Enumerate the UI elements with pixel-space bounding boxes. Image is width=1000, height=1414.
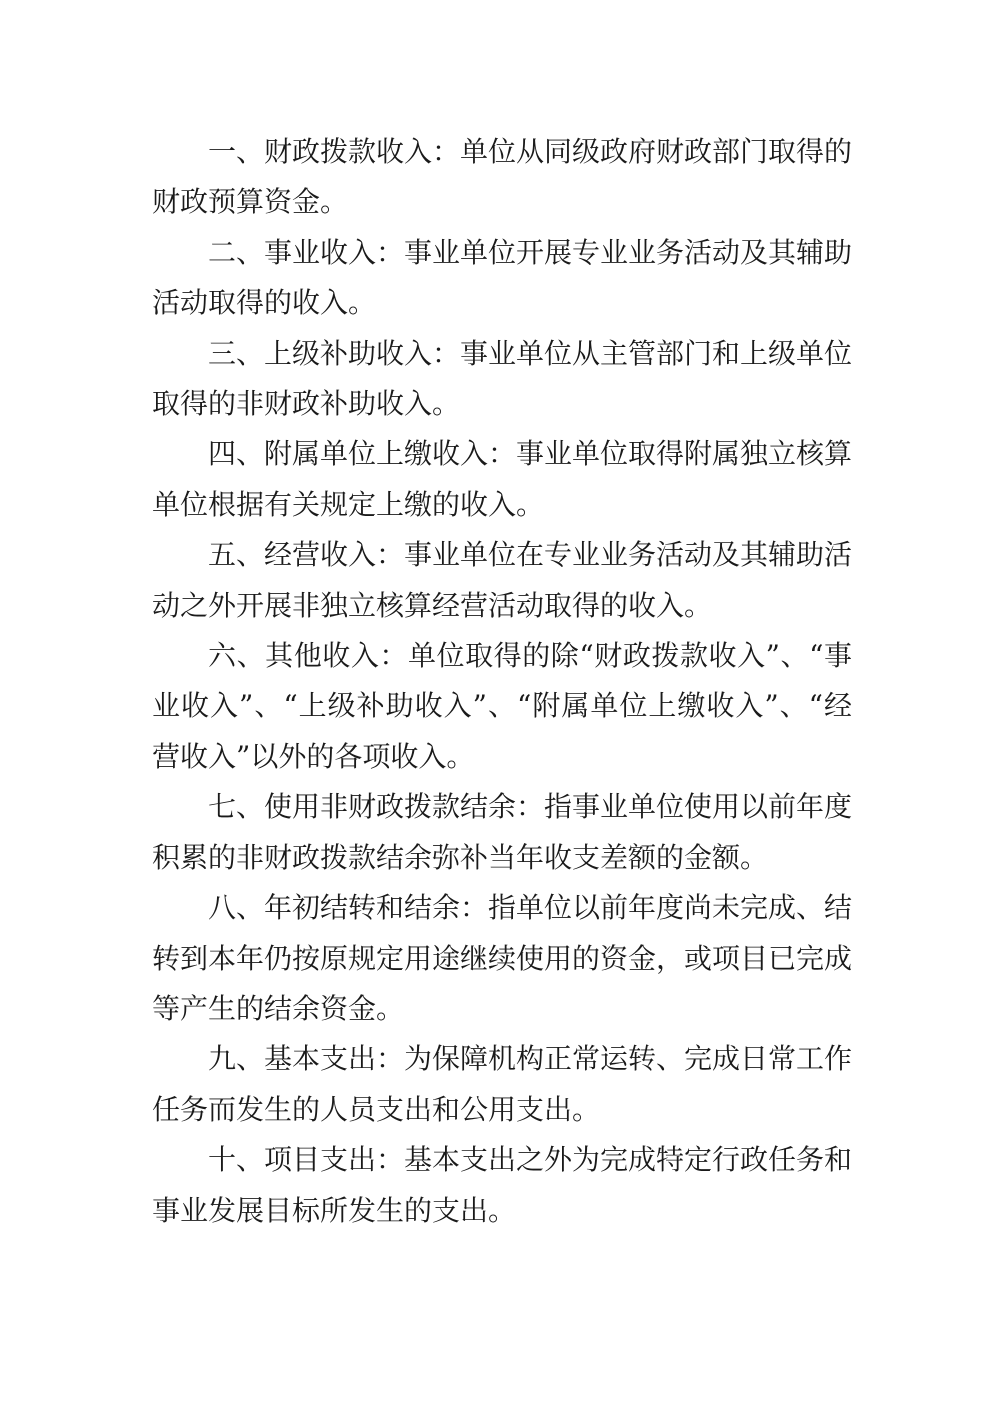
paragraph-3: 三、上级补助收入：事业单位从主管部门和上级单位取得的非财政补助收入。	[152, 336, 853, 421]
paragraph-1: 一、财政拨款收入：单位从同级政府财政部门取得的财政预算资金。	[152, 135, 853, 219]
paragraph-7: 七、使用非财政拨款结余：指事业单位使用以前年度积累的非财政拨款结余弥补当年收支差额的金额。	[152, 790, 853, 874]
paragraph-9: 九、基本支出：为保障机构正常运转、完成日常工作任务而发生的人员支出和公用支出。	[152, 1042, 853, 1126]
paragraph-4: 四、附属单位上缴收入：事业单位取得附属独立核算单位根据有关规定上缴的收入。	[152, 437, 853, 521]
paragraph-5: 五、经营收入：事业单位在专业业务活动及其辅助活动之外开展非独立核算经营活动取得的收入。	[152, 538, 853, 622]
paragraph-8: 八、年初结转和结余：指单位以前年度尚未完成、结转到本年仍按原规定用途继续使用的资金，或项目已完成等产生的结余资金。	[152, 891, 853, 1025]
paragraph-2: 二、事业收入：事业单位开展专业业务活动及其辅助活动取得的收入。	[152, 235, 853, 320]
paragraph-6: 六、其他收入：单位取得的除“财政拨款收入”、“事业收入”、“上级补助收入”、“附属单位上缴收入”、“经营收入”以外的各项收入。	[152, 639, 852, 773]
paragraph-10: 十、项目支出：基本支出之外为完成特定行政任务和事业发展目标所发生的支出。	[152, 1143, 853, 1227]
document-body	[152, 127, 852, 1236]
